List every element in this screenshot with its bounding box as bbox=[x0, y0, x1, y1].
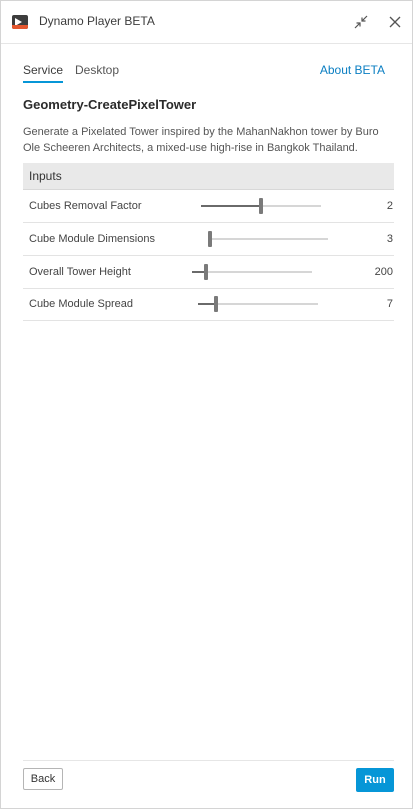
input-label: Overall Tower Height bbox=[29, 266, 131, 278]
input-value: 7 bbox=[386, 298, 393, 310]
about-beta-link[interactable]: About BETA bbox=[319, 63, 385, 77]
slider-thumb[interactable] bbox=[259, 198, 263, 214]
input-label: Cube Module Dimensions bbox=[29, 233, 155, 245]
input-value: 200 bbox=[374, 266, 393, 278]
tab-desktop[interactable]: Desktop bbox=[75, 63, 120, 77]
cube-module-dimensions-slider[interactable] bbox=[210, 238, 328, 240]
close-icon[interactable] bbox=[384, 11, 406, 33]
app-title: Dynamo Player BETA bbox=[39, 14, 155, 28]
graph-description: Generate a Pixelated Tower inspired by the MahanNakhon tower by Buro Ole Scheeren Architects, a mixed-use high-rise in Bangkok Thailand. bbox=[23, 126, 379, 154]
slider-thumb[interactable] bbox=[208, 231, 212, 247]
input-row-cube-module-dimensions bbox=[23, 223, 394, 256]
run-button[interactable]: Run bbox=[356, 768, 394, 792]
inputs-header-label: Inputs bbox=[29, 169, 62, 183]
cubes-removal-factor-slider[interactable] bbox=[201, 205, 321, 207]
back-button[interactable]: Back bbox=[23, 768, 63, 790]
title-bar bbox=[1, 1, 412, 44]
slider-fill bbox=[201, 205, 261, 207]
input-row-cube-module-spread bbox=[23, 288, 394, 321]
slider-thumb[interactable] bbox=[214, 296, 218, 312]
graph-title: Geometry-CreatePixelTower bbox=[23, 97, 197, 112]
overall-tower-height-slider[interactable] bbox=[192, 271, 312, 273]
footer-divider bbox=[23, 760, 394, 761]
collapse-arrows-icon[interactable] bbox=[350, 11, 372, 33]
cube-module-spread-slider[interactable] bbox=[198, 303, 318, 305]
input-row-overall-tower-height bbox=[23, 256, 394, 289]
slider-thumb[interactable] bbox=[204, 264, 208, 280]
input-label: Cubes Removal Factor bbox=[29, 200, 142, 212]
input-row-cubes-removal-factor bbox=[23, 190, 394, 223]
input-value: 3 bbox=[386, 233, 393, 245]
input-value: 2 bbox=[386, 200, 393, 212]
inputs-header bbox=[23, 163, 394, 190]
dynamo-player-icon bbox=[12, 15, 28, 29]
tab-service[interactable]: Service bbox=[23, 63, 63, 83]
input-label: Cube Module Spread bbox=[29, 298, 133, 310]
